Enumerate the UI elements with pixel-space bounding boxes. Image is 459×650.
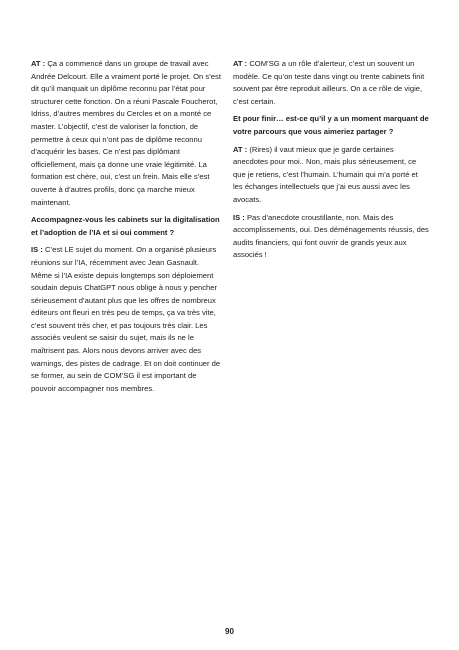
answer-paragraph [233,58,429,108]
answer-text: Pas d’anecdote croustillante, non. Mais des accomplissements, oui. Des déménagements réussis, des audits financiers, qui font ouvrir de grands yeux aux associés ! [233,212,429,260]
answer-paragraph [233,212,429,262]
answer-text: (Rires) il vaut mieux que je garde certaines anecdotes pour moi.. Non, mais plus sérieusement, ce que je retiens, c’est l’humain. L’humain qui m’a porté et les échanges intellectuels que j’ai eus aussi avec les avocats. [233,144,418,204]
answer-text: COM’SG a un rôle d’alerteur, c’est un souvent un modèle. Ce qu’on teste dans vingt ou trente cabinets finit souvent par être reproduit ailleurs. On a ce rôle de vigie, c’est certain. [233,59,425,106]
speaker-label: AT : [233,144,248,154]
left-column [31,58,221,400]
speaker-label: AT : [31,59,46,68]
speaker-label: AT : [233,59,248,68]
answer-paragraph [233,144,429,207]
answer-text: C’est LE sujet du moment. On a organisé plusieurs réunions sur l’IA, récemment avec Jean Gasnault. Même si l’IA existe depuis longtemps son déploiement soudain depuis ChatGPT nous oblige à nous y pencher sérieusement d’autant plus que les offres de nombreux éditeurs ont fleuri en très peu de temps, ça va très vite, c’est souvent très cher, et pas toujours très clair. Les associés veulent se saisir du sujet, mais ils ne le maîtrisent pas. Alors nous devons arriver avec des warnings, des pistes de cadrage. Et on doit continuer de se former, au sein de COM’SG il est important de pouvoir accompagner nos membres. [31,245,221,393]
answer-paragraph [31,244,221,395]
interview-question: Et pour finir… est-ce qu’il y a un moment marquant de votre parcours que vous aimeriez partager ? [233,114,429,136]
interview-question: Accompagnez-vous les cabinets sur la digitalisation et l’adoption de l’IA et si oui comment ? [31,215,220,237]
answer-text: Ça a commencé dans un groupe de travail avec Andrée Delcourt. Elle a vraiment porté le projet. On s’est dit qu’il manquait un diplôme reconnu par l’état pour structurer cette fonction. On a réuni Pascale Foucherot, Idriss, d’autres membres du Cercles et on a monté ce master. L’objectif, c’est de valoriser la fonction, de permettre à ceux qui n’ont pas de diplôme reconnu d’acquérir les bases. Ce n’est pas diplômant officiellement, mais ça donne une vraie légitimité. La formation est chère, oui, c’est un frein. Mais elle s’est ouverte à d’autres profils, donc ça marche mieux maintenant. [31,59,221,207]
answer-paragraph [31,58,221,209]
page-number: 90 [225,627,234,636]
right-column [233,58,429,267]
speaker-label: IS : [233,212,245,222]
speaker-label: IS : [31,245,43,255]
